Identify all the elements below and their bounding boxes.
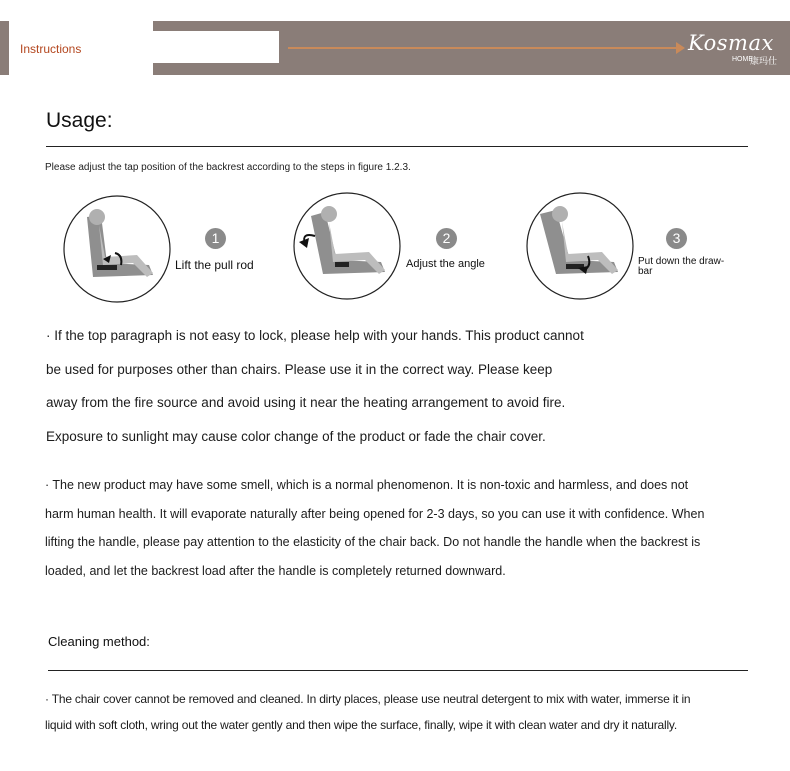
paragraph-safety bbox=[46, 319, 746, 453]
usage-title: Usage: bbox=[46, 109, 113, 132]
paragraph-line: harm human health. It will evaporate naturally after being opened for 2-3 days, so you can use it with confidence. When bbox=[45, 506, 705, 521]
paragraph-line: · If the top paragraph is not easy to lock, please help with your hands. This product cannot bbox=[46, 328, 584, 343]
usage-divider bbox=[46, 146, 748, 147]
usage-note: Please adjust the tap position of the backrest according to the steps in figure 1.2.3. bbox=[45, 162, 411, 173]
paragraph-line: lifting the handle, please pay attention to the elasticity of the chair back. Do not handle the handle when the backrest is bbox=[45, 535, 701, 550]
header-highlight bbox=[153, 31, 279, 63]
paragraph-line: Exposure to sunlight may cause color change of the product or fade the chair cover. bbox=[46, 428, 546, 444]
header-tab bbox=[9, 21, 153, 75]
brand-logo: Kosmax bbox=[688, 31, 774, 55]
cleaning-title: Cleaning method: bbox=[48, 634, 150, 649]
chair-lift-rod-icon bbox=[63, 195, 171, 303]
header-band bbox=[0, 21, 790, 75]
paragraph-line: · The new product may have some smell, which is a normal phenomenon. It is non-toxic and harmless, and does not bbox=[45, 478, 689, 492]
chair-adjust-angle-icon bbox=[293, 192, 401, 300]
paragraph-line: liquid with soft cloth, wring out the water gently and then wipe the surface, finally, wipe it with clean water and dry it naturally. bbox=[45, 718, 677, 732]
header-tab-label: Instructions bbox=[20, 42, 82, 56]
brand-logo-sub: HOME bbox=[732, 56, 753, 63]
paragraph-smell bbox=[45, 471, 745, 585]
step-2-number: 2 bbox=[436, 228, 457, 249]
paragraph-line: be used for purposes other than chairs. Please use it in the correct way. Please keep bbox=[46, 361, 553, 377]
header-arrow-line bbox=[288, 47, 680, 49]
brand-logo-cn: 康玛仕 bbox=[750, 56, 778, 66]
paragraph-cleaning bbox=[45, 686, 750, 738]
cleaning-divider bbox=[48, 670, 748, 671]
step-1-label: Lift the pull rod bbox=[175, 258, 254, 272]
paragraph-line: · The chair cover cannot be removed and cleaned. In dirty places, please use neutral detergent to mix with water, immerse it in bbox=[45, 692, 691, 706]
chair-put-down-bar-icon bbox=[526, 192, 634, 300]
step-3-number: 3 bbox=[666, 228, 687, 249]
step-1-number: 1 bbox=[205, 228, 226, 249]
paragraph-line: loaded, and let the backrest load after the handle is completely returned downward. bbox=[45, 563, 506, 578]
step-3-label: Put down the draw-bar bbox=[638, 256, 725, 277]
paragraph-line: away from the fire source and avoid using it near the heating arrangement to avoid fire. bbox=[46, 395, 566, 410]
arrow-right-icon bbox=[676, 42, 685, 54]
step-2-label: Adjust the angle bbox=[406, 258, 485, 270]
